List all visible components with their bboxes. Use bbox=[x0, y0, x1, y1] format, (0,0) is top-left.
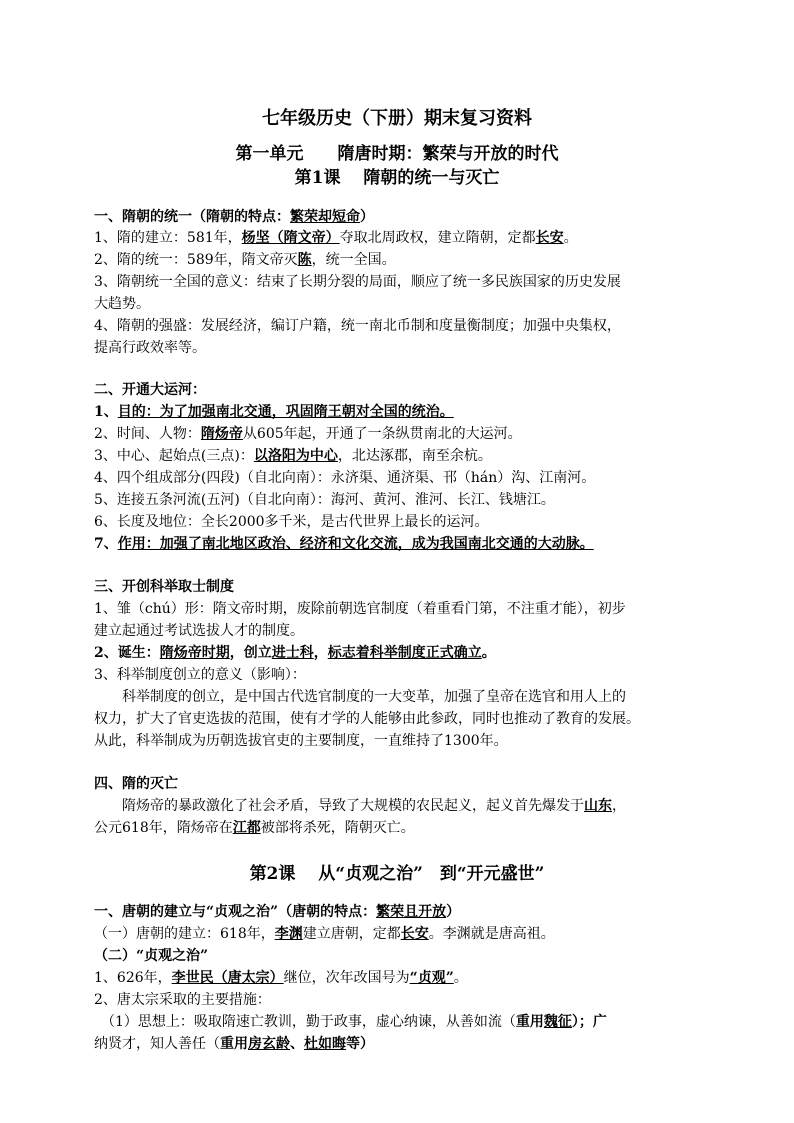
key-term: “贞观” bbox=[409, 970, 454, 986]
sec3-line1b: 建立起通过考试选拔人才的制度。 bbox=[94, 623, 304, 639]
lesson2-line5 bbox=[94, 1033, 704, 1055]
sec1-line4b: 提高行政效率等。 bbox=[94, 340, 206, 356]
text: ） bbox=[446, 904, 461, 920]
sec1-line3b: 大趋势。 bbox=[94, 296, 150, 312]
text: 。 bbox=[563, 230, 578, 246]
text: 。李渊就是唐高祖。 bbox=[428, 926, 555, 942]
text: （一）唐朝的建立：618年， bbox=[94, 926, 275, 942]
text: 夺取北周政权，建立隋朝，定都 bbox=[339, 230, 536, 246]
sec1-heading-b: ） bbox=[360, 209, 374, 225]
text: 。 bbox=[453, 970, 468, 986]
lesson2-sub2: （二）“贞观之治” bbox=[94, 948, 209, 964]
sec1-line2 bbox=[94, 249, 704, 271]
main-title: 七年级历史（下册）期末复习资料 bbox=[262, 108, 532, 129]
sec1-heading-key: 繁荣却短命 bbox=[290, 209, 360, 225]
sec2-line7 bbox=[94, 533, 704, 555]
key-term: 等 bbox=[346, 1036, 360, 1052]
key-term: 江都 bbox=[232, 820, 261, 836]
key-term: 标志着科举制度正式确立 bbox=[327, 645, 482, 661]
text: 一、唐朝的建立与“贞观之治”（唐朝的特点： bbox=[94, 904, 377, 920]
text: 从605年起，开通了一条纵贯南北的大运河。 bbox=[242, 426, 522, 442]
lesson2-line4 bbox=[94, 1011, 704, 1033]
key-term: 山东 bbox=[584, 798, 612, 814]
text: 被部将杀死，隋朝灭亡。 bbox=[260, 820, 415, 836]
sec1-line1 bbox=[94, 227, 704, 249]
sec2-line6: 6、长度及地位：全长2000多千米，是古代世界上最长的运河。 bbox=[94, 514, 489, 530]
text: 7、 bbox=[94, 536, 118, 552]
sec3-para3: 从此，科举制成为历朝选拔官吏的主要制度，一直维持了1300年。 bbox=[94, 733, 508, 749]
key-term: 李世民（唐太宗） bbox=[171, 970, 284, 986]
sec4-heading: 四、隋的灭亡 bbox=[94, 776, 178, 792]
text: ，创立 bbox=[229, 645, 272, 661]
key-term: 魏征 bbox=[543, 1014, 572, 1030]
lesson2-line3: 2、唐太宗采取的主要措施： bbox=[94, 992, 271, 1008]
text: 继位，次年改国号为 bbox=[283, 970, 410, 986]
sec1-heading bbox=[94, 206, 704, 228]
text: 纳贤才，知人善任（ bbox=[94, 1036, 220, 1052]
text: ，统一全国。 bbox=[311, 252, 396, 268]
text: ，北达涿郡，南至余杭。 bbox=[337, 448, 492, 464]
text: ， bbox=[313, 645, 328, 661]
text: 隋炀帝的暴政激化了社会矛盾，导致了大规模的农民起义，起义首先爆发于 bbox=[94, 798, 584, 814]
lesson2-line1 bbox=[94, 923, 704, 945]
text: ） bbox=[360, 1036, 374, 1052]
key-term: 陈 bbox=[297, 252, 312, 268]
text: 2、时间、人物： bbox=[94, 426, 201, 442]
key-term: 以洛阳为中心 bbox=[253, 448, 338, 464]
text: 2、隋的统一：589年，隋文帝灭 bbox=[94, 252, 298, 268]
lesson2-title: 第2课 从“贞观之治” 到“开元盛世” bbox=[249, 864, 545, 884]
sec4-para1 bbox=[94, 795, 704, 817]
sec2-heading: 二、开通大运河： bbox=[94, 382, 206, 398]
sec3-para2: 权力，扩大了官吏选拔的范围，使有才学的人能够由此参政，同时也推动了教育的发展。 bbox=[94, 711, 640, 727]
key-term: 隋炀帝时期 bbox=[159, 645, 230, 661]
key-term: 、 bbox=[290, 1036, 304, 1052]
text: 1、626年， bbox=[94, 970, 172, 986]
text: 公元618年，隋炀帝在 bbox=[94, 820, 233, 836]
key-term: 繁荣且开放 bbox=[376, 904, 447, 920]
key-term: 进士科 bbox=[271, 645, 314, 661]
key-term: 重用 bbox=[515, 1014, 544, 1030]
text: 1、隋的建立：581年， bbox=[94, 230, 242, 246]
sec3-heading: 三、开创科举取士制度 bbox=[94, 579, 234, 595]
key-term: 杜如晦 bbox=[304, 1036, 346, 1052]
text: ， bbox=[612, 798, 626, 814]
key-term: 杨坚（隋文帝） bbox=[241, 230, 340, 246]
sec3-para1: 科举制度的创立，是中国古代选官制度的一大变革，加强了皇帝在选官和用人上的 bbox=[94, 689, 626, 705]
lesson1-title: 第1课 隋朝的统一与灭亡 bbox=[294, 168, 500, 188]
lesson2-heading bbox=[94, 901, 704, 923]
sec1-line3a: 3、隋朝统一全国的意义：结束了长期分裂的局面，顺应了统一多民族国家的历史发展 bbox=[94, 274, 621, 290]
text: 3、中心、起始点(三点)： bbox=[94, 448, 254, 464]
unit-title: 第一单元 隋唐时期：繁荣与开放的时代 bbox=[235, 144, 559, 164]
sec2-line5: 5、连接五条河流(五河)（自北向南）：海河、黄河、淮河、长江、钱塘江。 bbox=[94, 492, 555, 508]
key-term: 隋炀帝 bbox=[200, 426, 243, 442]
sec1-line4a: 4、隋朝的强盛：发展经济，编订户籍，统一南北币制和度量衡制度；加强中央集权， bbox=[94, 318, 621, 334]
key-term: 作用：加强了南北地区政治、经济和文化交流，成为我国南北交通的大动脉。 bbox=[117, 536, 594, 552]
lesson2-line2 bbox=[94, 967, 704, 989]
key-term: 李渊 bbox=[274, 926, 303, 942]
sec2-line3 bbox=[94, 445, 704, 467]
text: 2、诞生： bbox=[94, 645, 160, 661]
sec2-line2 bbox=[94, 423, 704, 445]
key-term: 房玄龄 bbox=[248, 1036, 290, 1052]
text: 建立唐朝，定都 bbox=[302, 926, 401, 942]
key-term: 长安 bbox=[400, 926, 429, 942]
sec1-heading-a: 一、隋朝的统一（隋朝的特点： bbox=[94, 209, 290, 225]
sec3-line3: 3、科举制度创立的意义（影响）： bbox=[94, 667, 306, 683]
sec3-line1a: 1、雏（chú）形：隋文帝时期，废除前朝选官制度（着重看门第，不注重才能），初步 bbox=[94, 601, 626, 617]
text: 。 bbox=[481, 645, 496, 661]
text: 1、 bbox=[94, 404, 118, 420]
sec4-para2 bbox=[94, 817, 704, 839]
sec2-line4: 4、四个组成部分(四段)（自北向南）：永济渠、通济渠、邗（hán）沟、江南河。 bbox=[94, 470, 596, 486]
sec2-line1 bbox=[94, 401, 704, 423]
key-term: 重用 bbox=[220, 1036, 248, 1052]
sec3-line2 bbox=[94, 642, 704, 664]
key-term: 长安 bbox=[535, 230, 564, 246]
text: （1）思想上：吸取隋速亡教训，勤于政事，虚心纳谏，从善如流（ bbox=[94, 1014, 516, 1030]
text: ）；广 bbox=[571, 1014, 607, 1030]
key-term: 目的：为了加强南北交通，巩固隋王朝对全国的统治。 bbox=[117, 404, 454, 420]
